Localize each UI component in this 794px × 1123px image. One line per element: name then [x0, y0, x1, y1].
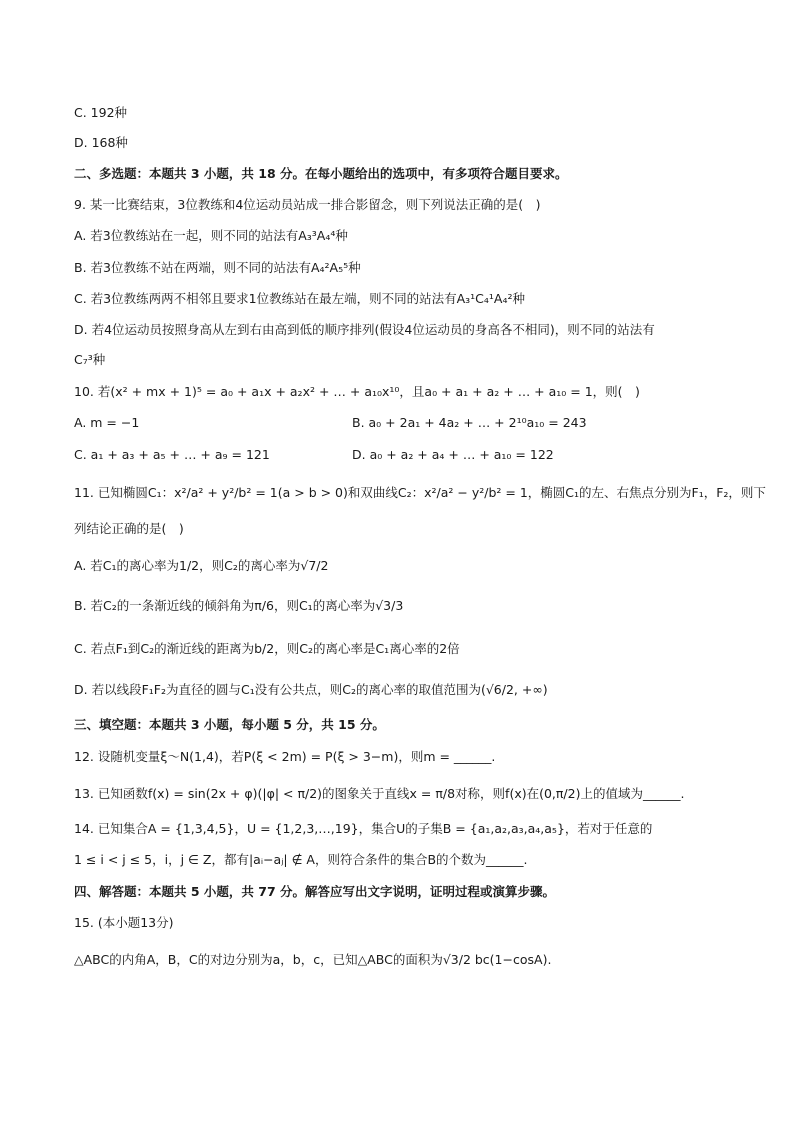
- question-10-option-b: B. a₀ + 2a₁ + 4a₂ + … + 2¹⁰a₁₀ = 243: [352, 415, 587, 430]
- question-11-option-a: A. 若C₁的离心率为1/2，则C₂的离心率为√7/2: [74, 558, 329, 573]
- question-9-option-a: A. 若3位教练站在一起，则不同的站法有A₃³A₄⁴种: [74, 228, 348, 243]
- option-c: C. 192种: [74, 105, 128, 120]
- question-10-option-d: D. a₀ + a₂ + a₄ + … + a₁₀ = 122: [352, 447, 554, 462]
- question-9-option-c: C. 若3位教练两两不相邻且要求1位教练站在最左端，则不同的站法有A₃¹C₄¹A₄²种: [74, 291, 525, 306]
- question-11-option-d: D. 若以线段F₁F₂为直径的圆与C₁没有公共点，则C₂的离心率的取值范围为(√6/2, +∞): [74, 682, 548, 697]
- question-14-continued: 1 ≤ i < j ≤ 5，i，j ∈ Z，都有|aᵢ−aⱼ| ∉ A，则符合条件的集合B的个数为______.: [74, 852, 528, 867]
- question-10-option-a: A. m = −1: [74, 415, 140, 430]
- question-10-option-c: C. a₁ + a₃ + a₅ + … + a₉ = 121: [74, 447, 270, 462]
- question-11: 11. 已知椭圆C₁：x²/a² + y²/b² = 1(a > b > 0)和双曲线C₂：x²/a² − y²/b² = 1，椭圆C₁的左、右焦点分别为F₁，F₂，则下: [74, 485, 766, 500]
- question-12: 12. 设随机变量ξ～N(1,4)，若P(ξ < 2m) = P(ξ > 3−m)，则m = ______.: [74, 749, 496, 764]
- question-9-option-d: D. 若4位运动员按照身高从左到右由高到低的顺序排列(假设4位运动员的身高各不相同)，则不同的站法有: [74, 322, 655, 337]
- question-15-text: △ABC的内角A，B，C的对边分别为a，b，c，已知△ABC的面积为√3/2 bc(1−cosA).: [74, 952, 552, 967]
- question-10: 10. 若(x² + mx + 1)⁵ = a₀ + a₁x + a₂x² + … + a₁₀x¹⁰，且a₀ + a₁ + a₂ + … + a₁₀ = 1，则( ): [74, 384, 640, 399]
- question-11-option-b: B. 若C₂的一条渐近线的倾斜角为π/6，则C₁的离心率为√3/3: [74, 598, 404, 613]
- question-13: 13. 已知函数f(x) = sin(2x + φ)(|φ| < π/2)的图象关于直线x = π/8对称，则f(x)在(0,π/2)上的值域为______.: [74, 786, 685, 801]
- question-14: 14. 已知集合A = {1,3,4,5}，U = {1,2,3,…,19}，集合U的子集B = {a₁,a₂,a₃,a₄,a₅}，若对于任意的: [74, 821, 653, 836]
- question-9-option-d-continued: C₇³种: [74, 352, 106, 367]
- section-answer-heading: 四、解答题：本题共 5 小题，共 77 分。解答应写出文字说明，证明过程或演算步骤。: [74, 884, 556, 899]
- option-d: D. 168种: [74, 135, 128, 150]
- section-multiple-choice-heading: 二、多选题：本题共 3 小题，共 18 分。在每小题给出的选项中，有多项符合题目要求。: [74, 166, 568, 181]
- question-9-option-b: B. 若3位教练不站在两端，则不同的站法有A₄²A₅⁵种: [74, 260, 361, 275]
- question-9: 9. 某一比赛结束，3位教练和4位运动员站成一排合影留念，则下列说法正确的是( ): [74, 197, 541, 212]
- question-11-continued: 列结论正确的是( ): [74, 521, 184, 536]
- section-fill-in-heading: 三、填空题：本题共 3 小题，每小题 5 分，共 15 分。: [74, 717, 385, 732]
- question-15: 15. (本小题13分): [74, 915, 174, 930]
- question-11-option-c: C. 若点F₁到C₂的渐近线的距离为b/2，则C₂的离心率是C₁离心率的2倍: [74, 641, 460, 656]
